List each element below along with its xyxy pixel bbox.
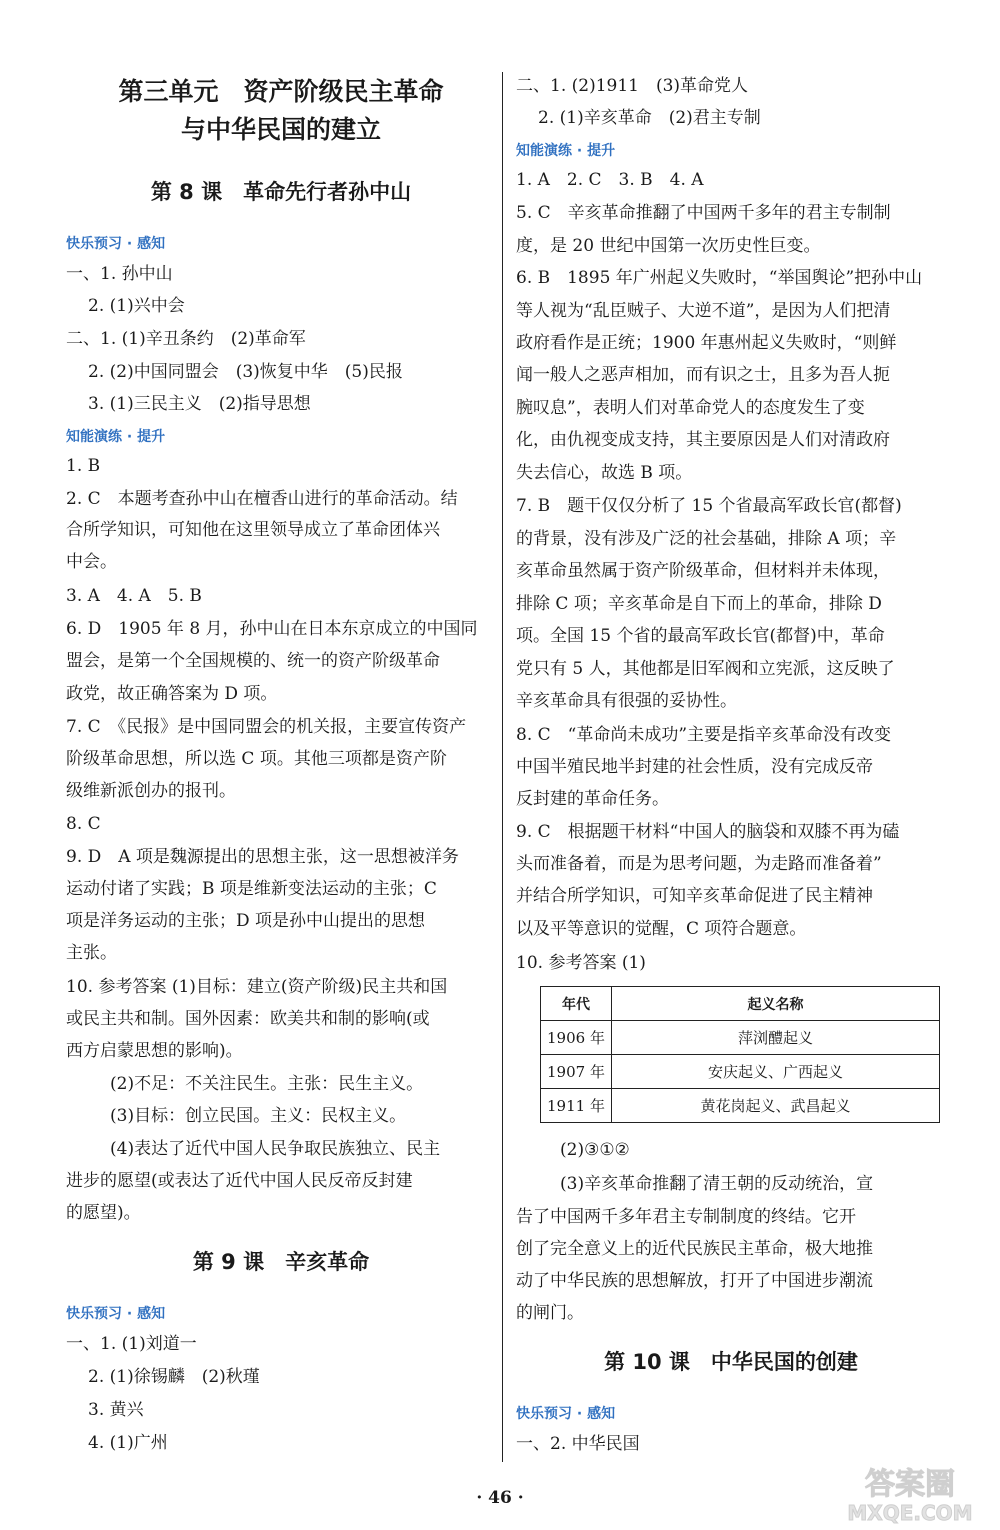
l9-practice: 中国半殖民地半封建的社会性质，没有完成反帝 (516, 757, 873, 777)
table-cell: 安庆起义、广西起义 (612, 1055, 940, 1089)
l8-practice: 2. C 本题考查孙中山在檀香山进行的革命活动。结 (66, 489, 458, 509)
watermark-logo (830, 1462, 990, 1524)
l8-practice: 合所学知识，可知他在这里领导成立了革命团体兴 (66, 520, 440, 540)
table-row (541, 1021, 940, 1055)
l9-practice: 排除 C 项；辛亥革命是自下而上的革命，排除 D (516, 594, 882, 614)
l8-practice: 级维新派创办的报刊。 (66, 781, 236, 801)
l8-practice: 进步的愿望(或表达了近代中国人民反帝反封建 (66, 1171, 413, 1191)
lesson8-title: 第 8 课 革命先行者孙中山 (150, 180, 412, 204)
l8-preview-4: 2. (2)中国同盟会 (3)恢复中华 (5)民报 (88, 362, 403, 382)
l9-practice: 1. A 2. C 3. B 4. A (516, 170, 704, 190)
unit-title-line1: 第三单元 资产阶级民主革命 (118, 77, 444, 106)
lesson8-preview-label: 快乐预习 · 感知 (66, 236, 166, 252)
l9-practice: 政府看作是正统；1900 年惠州起义失败时，“则鲜 (516, 333, 897, 353)
l9-practice: 等人视为“乱臣贼子、大逆不道”，是因为人们把清 (516, 301, 891, 321)
table-cell: 1911 年 (541, 1089, 612, 1123)
l8-practice: 8. C (66, 814, 101, 834)
l9-practice: 的背景，没有涉及广泛的社会基础，排除 A 项；辛 (516, 529, 897, 549)
l8-practice: 西方启蒙思想的影响)。 (66, 1041, 243, 1061)
watermark-url: MXQE.COM (847, 1501, 973, 1524)
l8-preview-2: 2. (1)兴中会 (88, 296, 185, 316)
l9-practice: 7. B 题干仅仅分析了 15 个省最高军政长官(都督) (516, 496, 902, 516)
l8-practice: 的愿望)。 (66, 1203, 141, 1223)
table-row (541, 1089, 940, 1123)
l9-practice: 项。全国 15 个省的最高军政长官(都督)中，革命 (516, 626, 885, 646)
l9-practice: 度，是 20 世纪中国第一次历史性巨变。 (516, 236, 821, 256)
l9-practice: 5. C 辛亥革命推翻了中国两千多年的君主专制制 (516, 203, 891, 223)
watermark-text: 答案圈 (865, 1467, 955, 1502)
l9-practice: 9. C 根据题干材料“中国人的脑袋和双膝不再为磕 (516, 822, 900, 842)
lesson8-practice-label: 知能演练 · 提升 (66, 429, 166, 445)
l9-preview-2: 2. (1)徐锡麟 (2)秋瑾 (88, 1367, 260, 1387)
l8-practice: (2)不足：不关注民生。主张：民生主义。 (110, 1074, 424, 1094)
lesson10-preview-label: 快乐预习 · 感知 (516, 1406, 616, 1422)
l8-practice: 6. D 1905 年 8 月，孙中山在日本东京成立的中国同 (66, 619, 478, 639)
table-header: 起义名称 (612, 987, 940, 1021)
l9-preview-1: 一、1. (1)刘道一 (66, 1334, 197, 1354)
l9-practice: 10. 参考答案 (1) (516, 953, 646, 973)
l8-practice: 3. A 4. A 5. B (66, 586, 202, 606)
l9-preview-3: 3. 黄兴 (88, 1400, 144, 1420)
table-header-row (541, 987, 940, 1021)
l9-practice: 6. B 1895 年广州起义失败时，“举国舆论”把孙中山 (516, 268, 923, 288)
lesson9-title: 第 9 课 辛亥革命 (192, 1250, 370, 1274)
l9-practice: 头而准备着，而是为思考问题，为走路而准备着” (516, 854, 882, 874)
l9-practice: 以及平等意识的觉醒，C 项符合题意。 (516, 919, 807, 939)
l9-practice: 8. C “革命尚未成功”主要是指辛亥革命没有改变 (516, 725, 892, 745)
table-cell: 黄花岗起义、武昌起义 (612, 1089, 940, 1123)
table-row (541, 1055, 940, 1089)
l9-practice: 化，由仇视变成支持，其主要原因是人们对清政府 (516, 430, 890, 450)
l8-practice: 1. B (66, 456, 101, 476)
l8-practice: (3)目标：创立民国。主义：民权主义。 (110, 1106, 407, 1126)
l8-practice: 9. D A 项是魏源提出的思想主张，这一思想被洋务 (66, 847, 459, 867)
l8-practice: 10. 参考答案 (1)目标：建立(资产阶级)民主共和国 (66, 977, 448, 997)
lesson9-preview-label: 快乐预习 · 感知 (66, 1306, 166, 1322)
table-cell: 萍浏醴起义 (612, 1021, 940, 1055)
table-cell: 1907 年 (541, 1055, 612, 1089)
l9-preview-6: 2. (1)辛亥革命 (2)君主专制 (538, 108, 761, 128)
lesson10-title: 第 10 课 中华民国的创建 (604, 1350, 858, 1374)
l8-practice: 盟会，是第一个全国规模的、统一的资产阶级革命 (66, 651, 440, 671)
l8-practice: 或民主共和制。国外因素：欧美共和制的影响(或 (66, 1009, 430, 1029)
l9-practice: 并结合所学知识，可知辛亥革命促进了民主精神 (516, 886, 873, 906)
l8-practice: 项是洋务运动的主张；D 项是孙中山提出的思想 (66, 911, 426, 931)
l8-practice: 政党，故正确答案为 D 项。 (66, 684, 278, 704)
l9-practice: 党只有 5 人，其他都是旧军阀和立宪派，这反映了 (516, 659, 895, 679)
l9-practice: 反封建的革命任务。 (516, 789, 669, 809)
l8-practice: 主张。 (66, 943, 117, 963)
l8-practice: (4)表达了近代中国人民争取民族独立、民主 (110, 1139, 441, 1159)
l9-practice: 闻一般人之恶声相加，而有识之士，且多为吾人扼 (516, 365, 890, 385)
l8-preview-1: 一、1. 孙中山 (66, 264, 173, 284)
l9-practice: 失去信心，故选 B 项。 (516, 463, 693, 483)
uprising-table (540, 986, 940, 1123)
l9-after-table: 动了中华民族的思想解放，打开了中国进步潮流 (516, 1271, 873, 1291)
l8-practice: 中会。 (66, 552, 117, 572)
table-cell: 1906 年 (541, 1021, 612, 1055)
l9-practice: 亥革命虽然属于资产阶级革命，但材料并未体现， (516, 561, 890, 581)
l9-after-table: 告了中国两千多年君主专制制度的终结。它开 (516, 1207, 856, 1227)
l9-after-table: 创了完全意义上的近代民族民主革命，极大地推 (516, 1239, 873, 1259)
column-divider (502, 72, 503, 1462)
l10-preview-1: 一、2. 中华民国 (516, 1434, 640, 1454)
l8-practice: 7. C 《民报》是中国同盟会的机关报，主要宣传资产 (66, 717, 467, 737)
lesson9-practice-label: 知能演练 · 提升 (516, 143, 616, 159)
l9-after-table: (3)辛亥革命推翻了清王朝的反动统治，宣 (560, 1174, 874, 1194)
l8-preview-3: 二、1. (1)辛丑条约 (2)革命军 (66, 329, 306, 349)
l9-after-table: (2)③①② (560, 1140, 630, 1160)
l9-practice: 辛亥革命具有很强的妥协性。 (516, 691, 737, 711)
page-number: · 46 · (476, 1488, 524, 1508)
unit-title-line2: 与中华民国的建立 (180, 115, 381, 144)
l8-practice: 阶级革命思想，所以选 C 项。其他三项都是资产阶 (66, 749, 447, 769)
l9-preview-4: 4. (1)广州 (88, 1433, 168, 1453)
l9-preview-5: 二、1. (2)1911 (3)革命党人 (516, 76, 749, 96)
l8-preview-5: 3. (1)三民主义 (2)指导思想 (88, 394, 311, 414)
l9-practice: 腕叹息”，表明人们对革命党人的态度发生了变 (516, 398, 865, 418)
table-header: 年代 (541, 987, 612, 1021)
l9-after-table: 的闸门。 (516, 1303, 584, 1323)
l8-practice: 运动付诸了实践；B 项是维新变法运动的主张；C (66, 879, 437, 899)
